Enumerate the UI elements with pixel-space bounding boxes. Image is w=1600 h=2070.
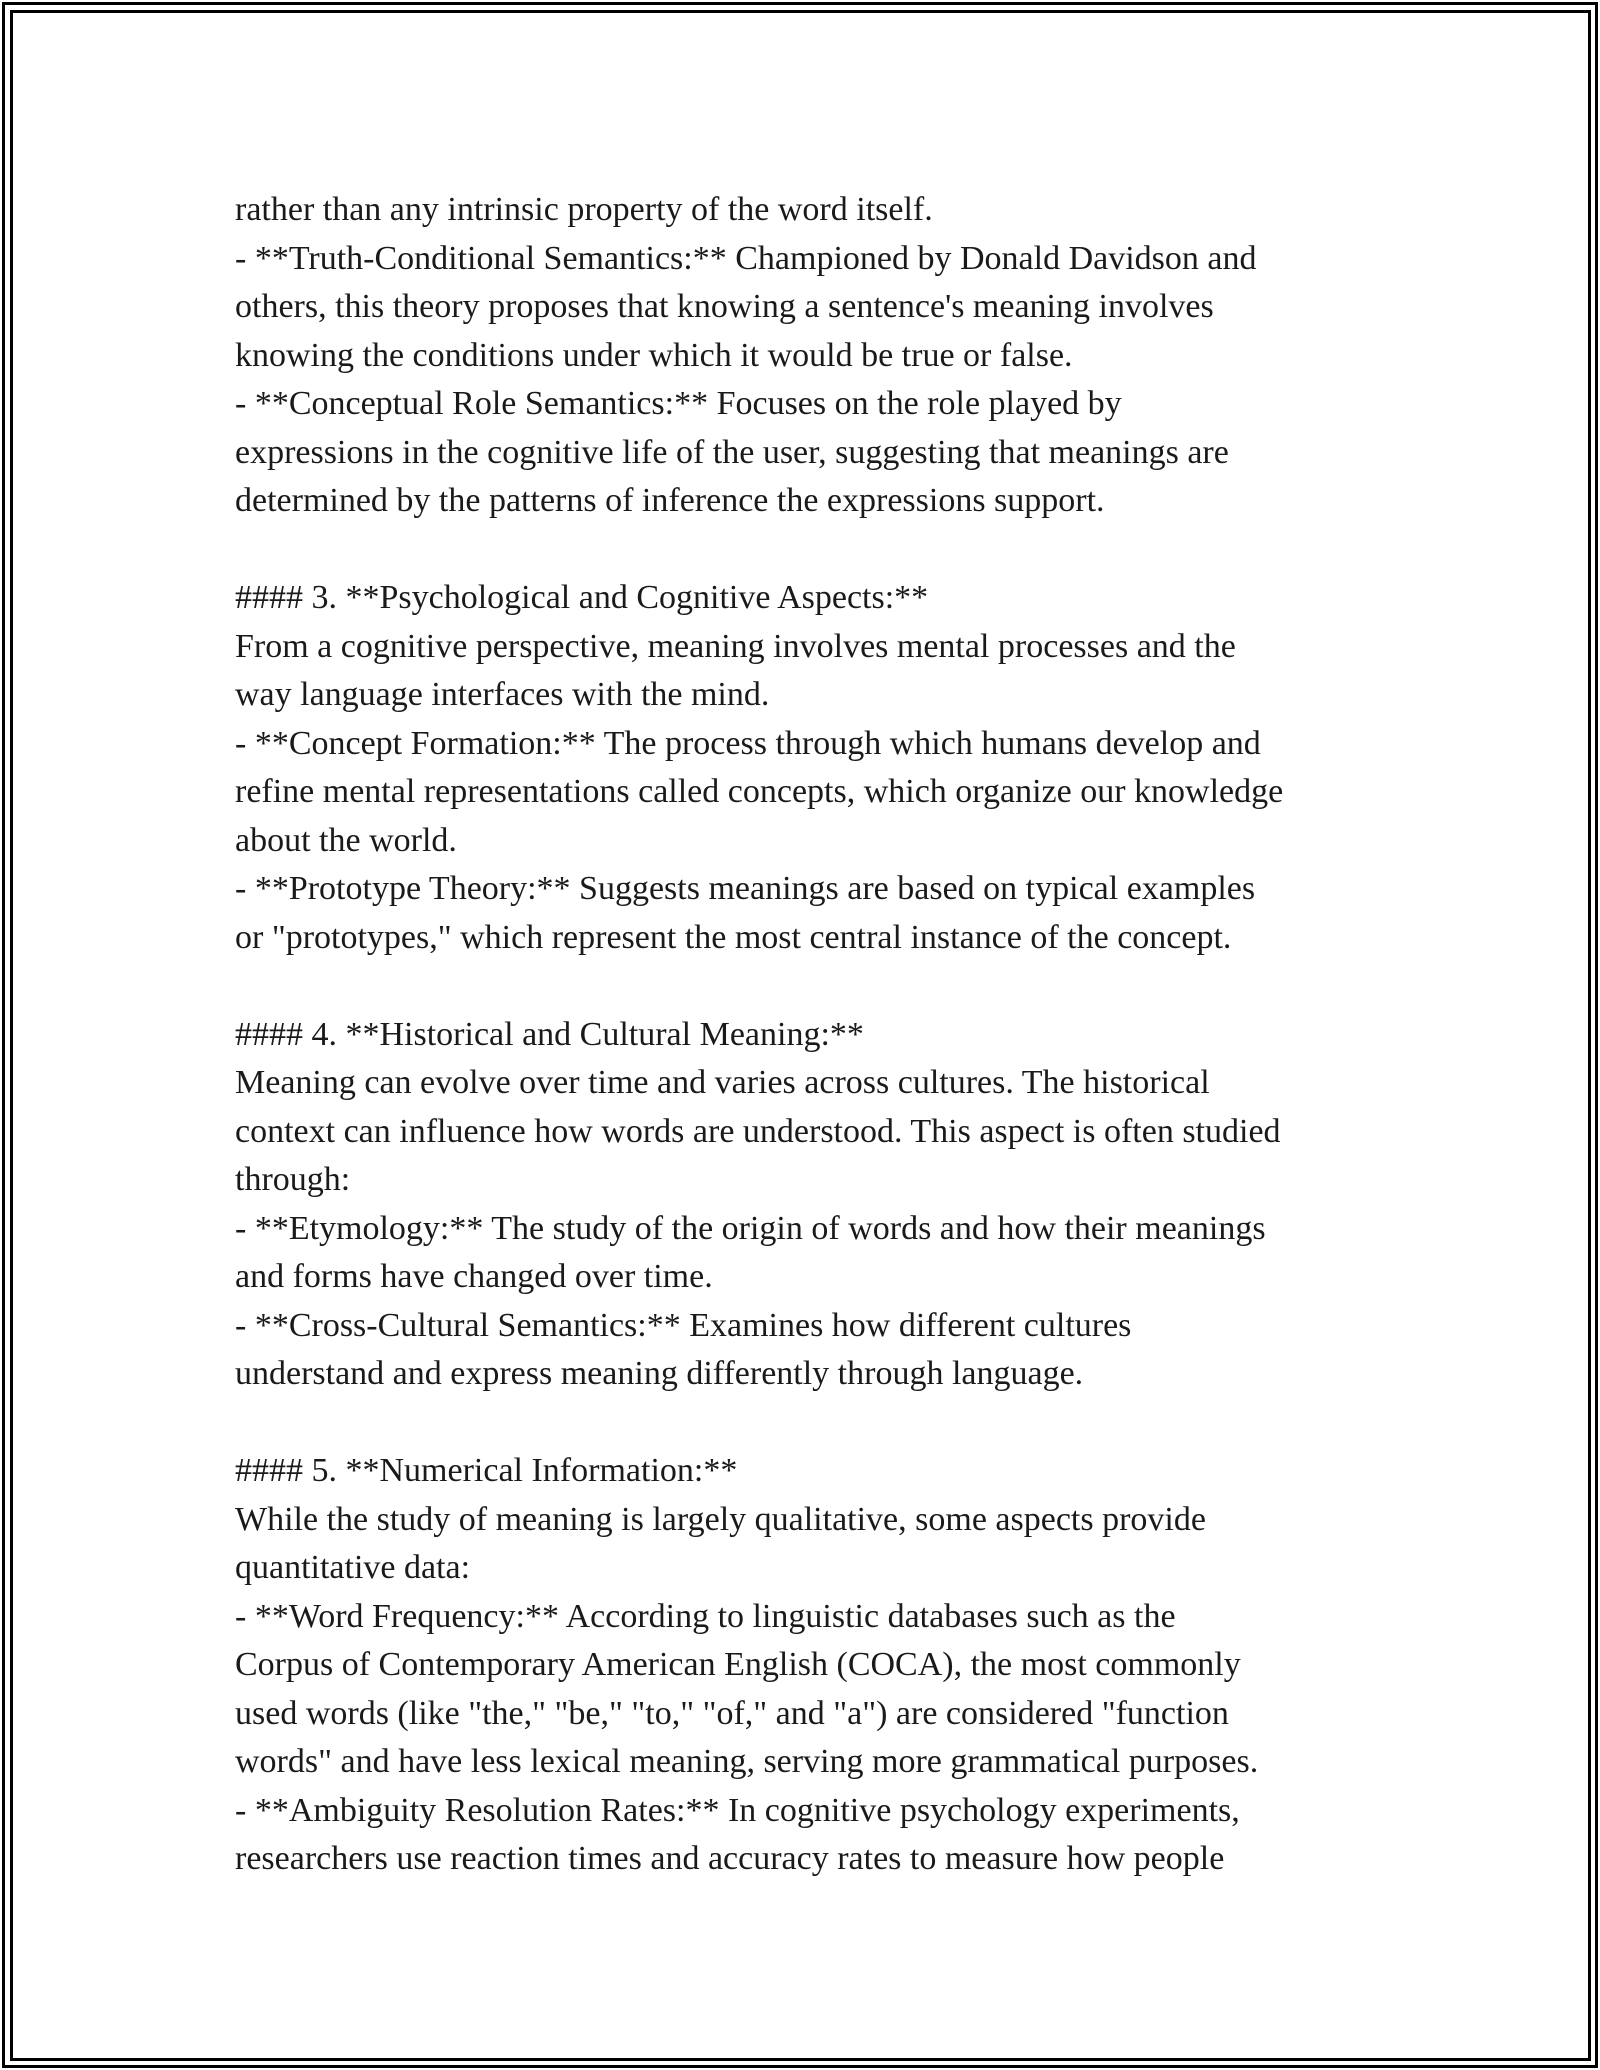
section-heading: #### 3. **Psychological and Cognitive Aspects:**: [235, 579, 929, 616]
text-line: - **Word Frequency:** According to linguistic databases such as the: [235, 1597, 1176, 1635]
text-line: about the world.: [235, 821, 457, 859]
text-line: - **Cross-Cultural Semantics:** Examines how different cultures: [235, 1306, 1132, 1344]
text-line: determined by the patterns of inference the expressions support.: [235, 482, 1105, 519]
text-line: or "prototypes," which represent the most central instance of the concept.: [235, 918, 1232, 956]
text-line: - **Ambiguity Resolution Rates:** In cognitive psychology experiments,: [235, 1791, 1240, 1829]
text-line: understand and express meaning differently through language.: [235, 1355, 1084, 1392]
section-heading: #### 4. **Historical and Cultural Meaning:**: [235, 1015, 864, 1053]
text-line: - **Prototype Theory:** Suggests meanings are based on typical examples: [235, 870, 1256, 907]
document-body: [235, 186, 1395, 1884]
text-line: - **Conceptual Role Semantics:** Focuses on the role played by: [235, 385, 1122, 422]
text-line: used words (like "the," "be," "to," "of," and "a") are considered "function: [235, 1694, 1229, 1732]
text-line: researchers use reaction times and accuracy rates to measure how people: [235, 1840, 1225, 1877]
blank-line: [235, 1399, 1395, 1448]
text-line: knowing the conditions under which it would be true or false.: [235, 336, 1073, 374]
text-line: - **Truth-Conditional Semantics:** Championed by Donald Davidson and: [235, 239, 1257, 277]
text-line: and forms have changed over time.: [235, 1258, 713, 1295]
text-line: way language interfaces with the mind.: [235, 676, 770, 713]
text-line: rather than any intrinsic property of the word itself.: [235, 191, 933, 228]
section-heading: #### 5. **Numerical Information:**: [235, 1452, 738, 1489]
text-line: expressions in the cognitive life of the user, suggesting that meanings are: [235, 433, 1229, 471]
text-line: quantitative data:: [235, 1549, 471, 1586]
text-line: through:: [235, 1161, 351, 1198]
blank-line: [235, 526, 1395, 575]
text-line: - **Etymology:** The study of the origin of words and how their meanings: [235, 1209, 1266, 1247]
text-line: others, this theory proposes that knowing a sentence's meaning involves: [235, 288, 1214, 325]
text-line: context can influence how words are understood. This aspect is often studied: [235, 1112, 1281, 1150]
blank-line: [235, 962, 1395, 1011]
text-line: Corpus of Contemporary American English (COCA), the most commonly: [235, 1646, 1241, 1683]
text-line: refine mental representations called concepts, which organize our knowledge: [235, 773, 1284, 810]
text-line: From a cognitive perspective, meaning involves mental processes and the: [235, 627, 1236, 665]
text-line: - **Concept Formation:** The process through which humans develop and: [235, 724, 1261, 762]
text-line: Meaning can evolve over time and varies across cultures. The historical: [235, 1064, 1210, 1101]
text-line: While the study of meaning is largely qualitative, some aspects provide: [235, 1500, 1206, 1538]
text-line: words" and have less lexical meaning, serving more grammatical purposes.: [235, 1743, 1259, 1780]
